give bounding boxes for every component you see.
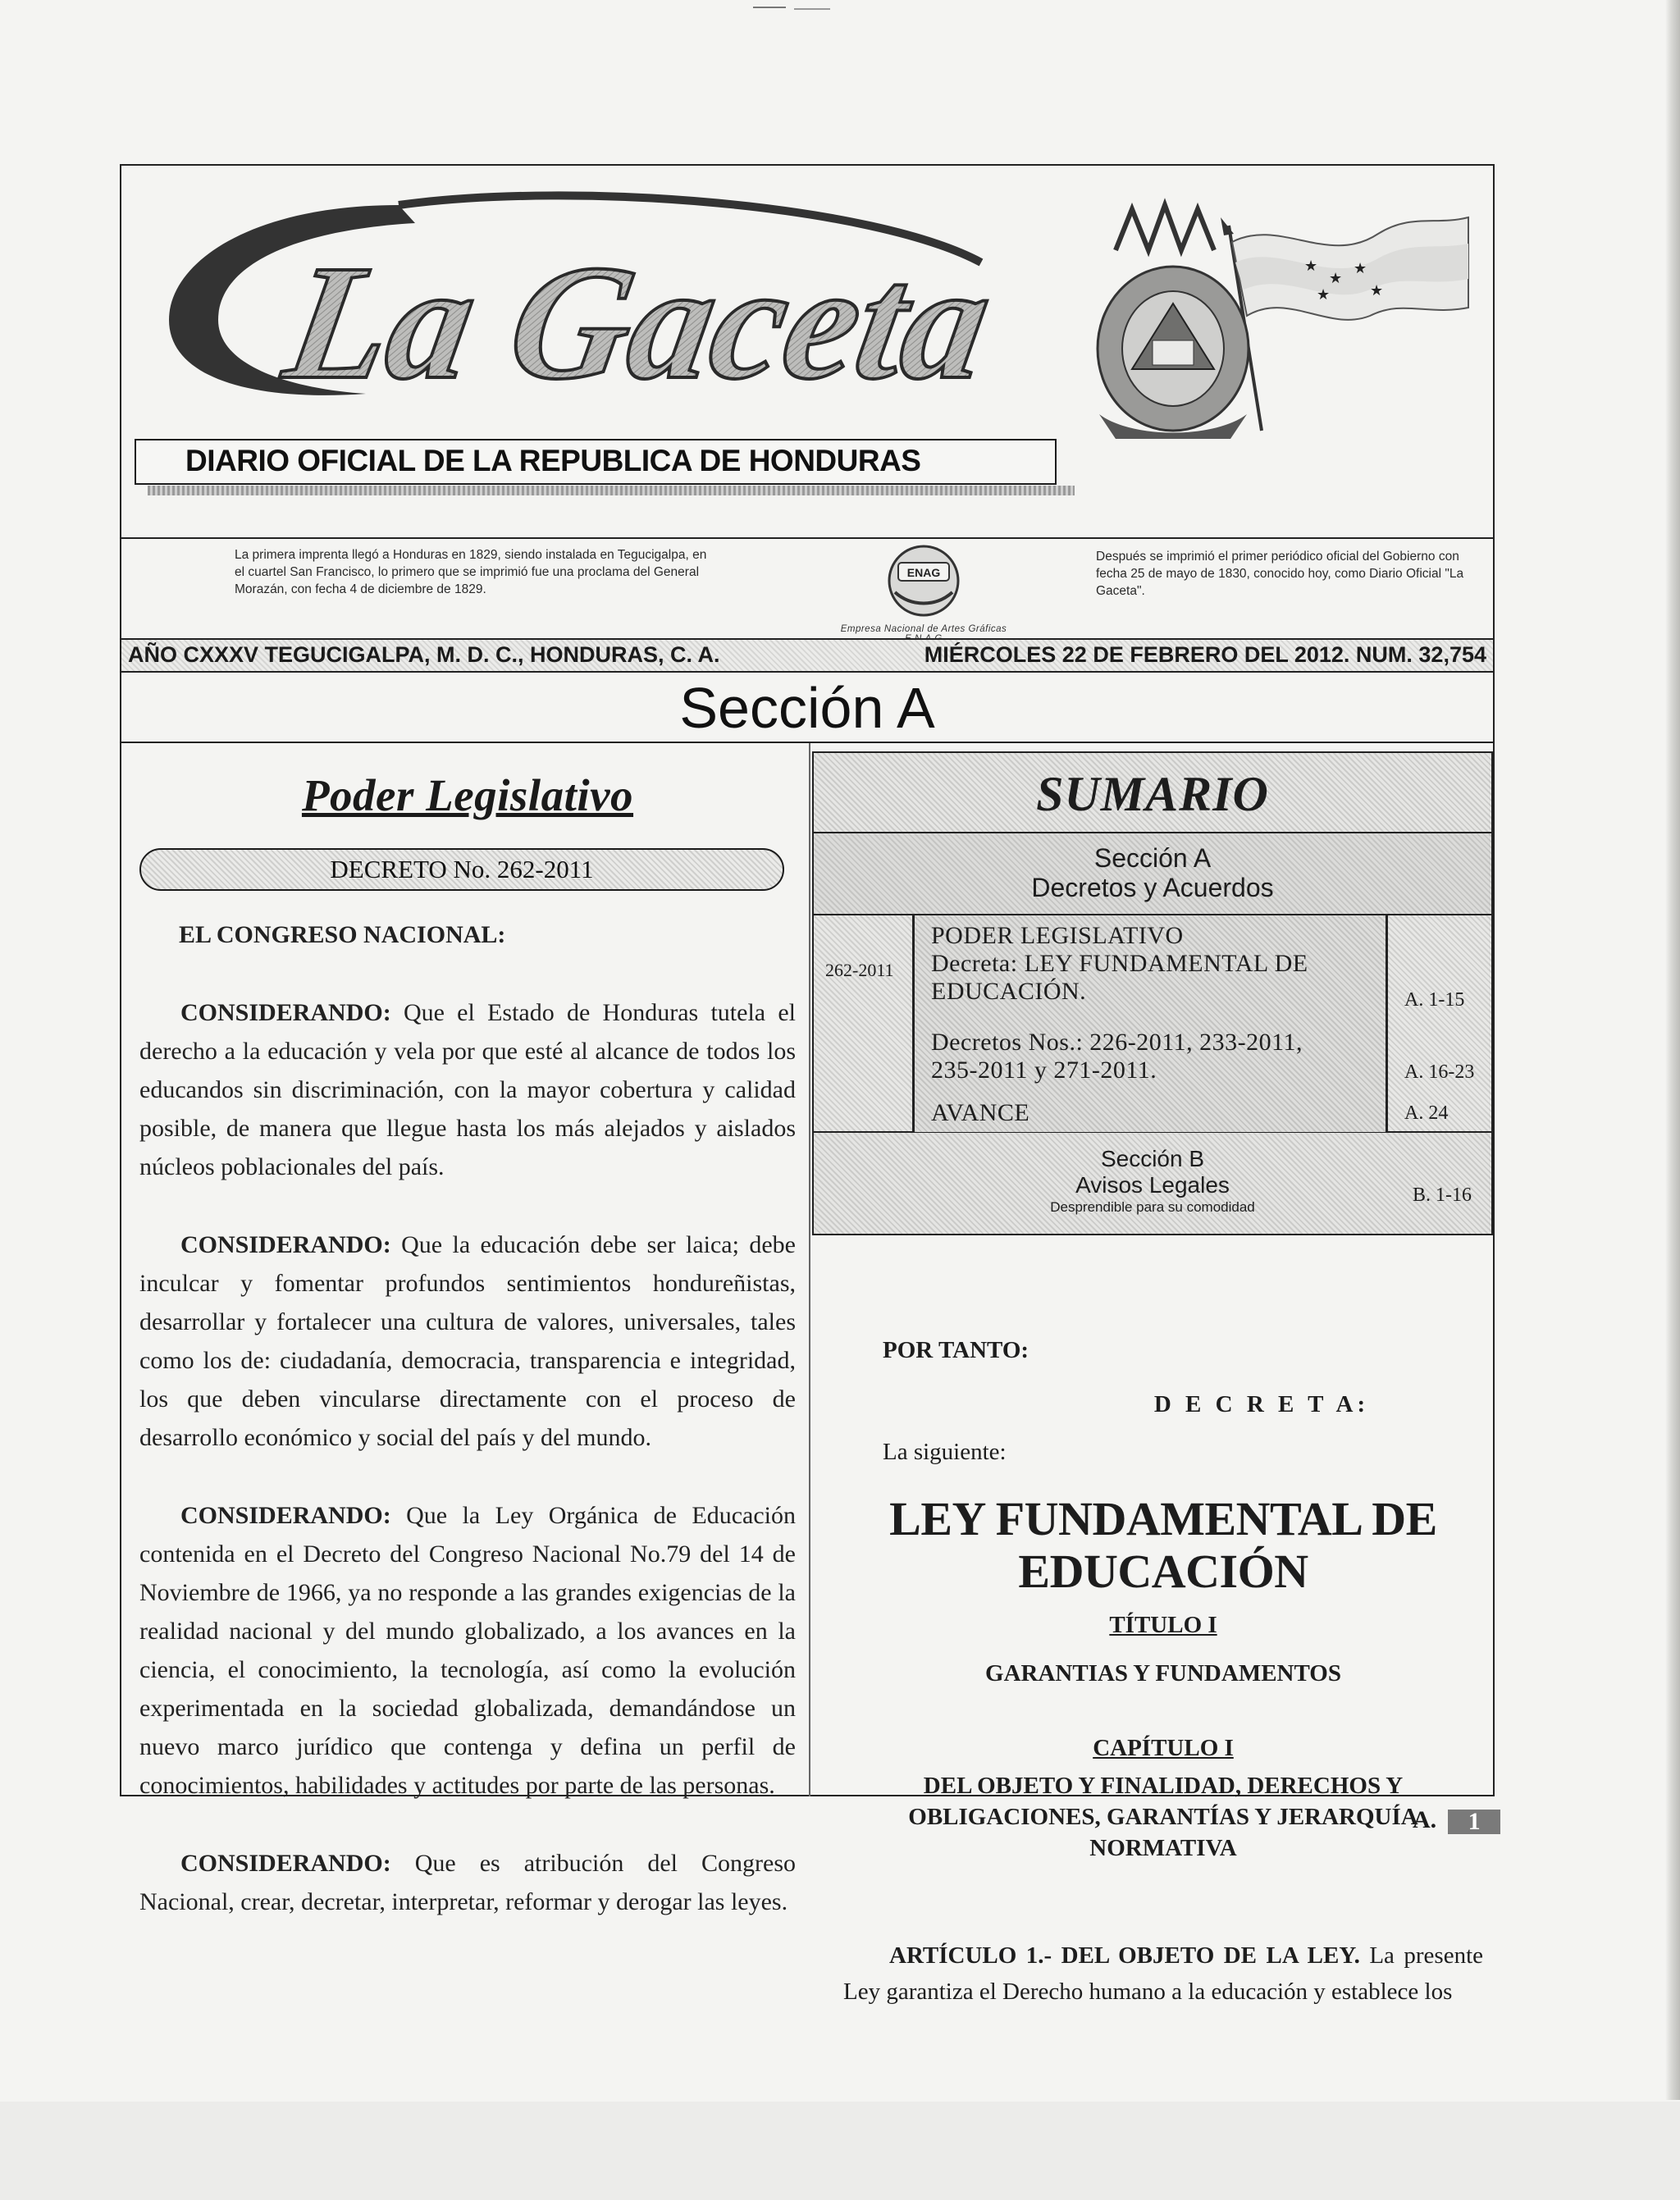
sumario-box [812, 751, 1493, 1317]
enag-caption: Empresa Nacional de Artes Gráficas [840, 624, 1007, 634]
sumario-page-ref: A. 16-23 [1404, 1061, 1475, 1083]
sumario-decree-code: 262-2011 [825, 960, 894, 980]
svg-text:★: ★ [1329, 270, 1343, 286]
svg-text:★: ★ [1370, 282, 1384, 299]
logo-lettering: La Gaceta [274, 230, 1004, 413]
capitulo-heading: CAPÍTULO I [1093, 1735, 1234, 1761]
dateline-left: AÑO CXXXV TEGUCIGALPA, M. D. C., HONDURAS, C. A. [128, 642, 720, 667]
dateline-bar [121, 638, 1493, 673]
sumario-section-a-title: Sección A [1093, 843, 1212, 873]
enag-emblem [801, 541, 1047, 644]
page-section-label: A. [1413, 1806, 1437, 1833]
masthead [120, 164, 1495, 634]
law-title-line: EDUCACIÓN [1018, 1545, 1308, 1598]
left-column [139, 763, 796, 1921]
page-number-box: 1 [1448, 1810, 1500, 1834]
masthead-subtitle: DIARIO OFICIAL DE LA REPUBLICA DE HONDURAS [185, 444, 921, 477]
sumario-page-ref: A. 24 [1404, 1102, 1449, 1124]
considerando-paragraph: CONSIDERANDO: Que la Ley Orgánica de Educación contenida en el Decreto del Congreso Nacional No.79 del 14 de Noviembre de 1966, ya no responde a las grandes exigencias de la realidad nacional y del mundo globalizado, a los avances en la ciencia, el conocimiento, la tecnología, así como la evolución experimentada en la sociedad globalizada, demandándose un nuevo marco jurídico que contenga y defina un perfil de conocimientos, habilidades y actitudes por parte de las personas. [139, 1502, 796, 1799]
sumario-section-a [812, 833, 1493, 915]
sumario-entries-center [912, 915, 1388, 1132]
capitulo-title: DEL OBJETO Y FINALIDAD, DERECHOS Y OBLIGACIONES, GARANTÍAS Y JERARQUÍA NORMATIVA [908, 1773, 1418, 1861]
siguiente-text: La siguiente: [883, 1439, 1007, 1465]
sumario-section-b-subtitle: Avisos Legales [1075, 1172, 1230, 1198]
sumario-entry-line: EDUCACIÓN. [931, 978, 1087, 1005]
sumario-section-b-page: B. 1-16 [1413, 1184, 1472, 1206]
sumario-section-b-note: Desprendible para su comodidad [1050, 1199, 1255, 1215]
sumario-section-b [812, 1133, 1493, 1235]
sumario-section-a-subtitle: Decretos y Acuerdos [1031, 873, 1274, 902]
page-number [1413, 1806, 1500, 1834]
scan-edge [1665, 0, 1680, 2100]
subtitle-underline [148, 486, 1075, 495]
honduras-coat-of-arms-icon [1083, 193, 1477, 439]
column-divider [809, 743, 810, 1796]
svg-text:★: ★ [1304, 258, 1318, 274]
articulo-1-paragraph: ARTÍCULO 1.- DEL OBJETO DE LA LEY. La presente Ley garantiza el Derecho humano a la educación y establece los [843, 1942, 1484, 2005]
masthead-divider [120, 537, 1495, 539]
poder-legislativo-heading: Poder Legislativo [301, 770, 634, 820]
la-gaceta-logo [153, 172, 1071, 443]
sumario-entry-line: 235-2011 y 271-2011. [931, 1057, 1157, 1084]
sumario-title: SUMARIO [812, 751, 1493, 833]
svg-text:★: ★ [1317, 286, 1331, 303]
sumario-section-b-title: Sección B [1100, 1146, 1205, 1171]
dateline-right: MIÉRCOLES 22 DE FEBRERO DEL 2012. NUM. 32,754 [924, 642, 1486, 667]
decree-number-badge: DECRETO No. 262-2011 [139, 848, 784, 891]
section-title: Sección A [121, 673, 1493, 743]
considerando-paragraph: CONSIDERANDO: Que es atribución del Congreso Nacional, crear, decretar, interpretar, reformar y derogar las leyes. [139, 1850, 796, 1915]
sumario-entry-line: AVANCE [931, 1099, 1030, 1126]
titulo-heading: TÍTULO I [1109, 1612, 1217, 1638]
decreta-heading: D E C R E T A: [1153, 1391, 1370, 1417]
congreso-heading: EL CONGRESO NACIONAL: [179, 921, 506, 948]
law-title [843, 1493, 1483, 1598]
masthead-subtitle-box [135, 439, 1057, 485]
history-note-right: Después se imprimió el primer periódico oficial del Gobierno con fecha 25 de mayo de 1830, conocido hoy, como Diario Oficial "La Gaceta". [1096, 550, 1464, 598]
scan-speck [794, 8, 830, 10]
sumario-page-ref: A. 1-15 [1404, 989, 1465, 1011]
sumario-entry-line: PODER LEGISLATIVO [931, 922, 1184, 949]
portanto-heading: POR TANTO: [883, 1337, 1029, 1363]
law-title-line: LEY FUNDAMENTAL DE [889, 1492, 1437, 1545]
considerando-paragraph: CONSIDERANDO: Que el Estado de Honduras tutela el derecho a la educación y vela por que esté al alcance de todos los educandos sin discriminación, con la mayor cobertura y calidad posible, de manera que llegue hasta los más alejados y aislados núcleos poblacionales del país. [139, 999, 796, 1180]
sumario-entries [812, 915, 1493, 1133]
scan-speck [753, 7, 786, 8]
scan-margin [0, 2102, 1680, 2200]
svg-text:★: ★ [1354, 260, 1367, 276]
sumario-entry-line: Decretos Nos.: 226-2011, 233-2011, [931, 1029, 1303, 1056]
history-note-left: La primera imprenta llegó a Honduras en 1829, siendo instalada en Tegucigalpa, en el cuartel San Francisco, lo primero que se imprimió fue una proclama del General Morazán, con fecha 4 de diciembre de 1829. [235, 548, 707, 596]
sumario-entry-line: Decreta: LEY FUNDAMENTAL DE [931, 950, 1308, 977]
enag-logo-icon [879, 541, 969, 620]
enag-badge-text: ENAG [906, 566, 941, 579]
titulo-subtitle: GARANTIAS Y FUNDAMENTOS [985, 1660, 1341, 1687]
considerando-paragraph: CONSIDERANDO: Que la educación debe ser laica; debe inculcar y fomentar profundos sentimientos hondureñistas, desarrollar y fortalecer una cultura de valores, universales, tales como los de: ciudadanía, democracia, transparencia e integridad, los que deben vincularse directamente con el proceso de desarrollo económico y social del país y del mundo. [139, 1231, 796, 1451]
